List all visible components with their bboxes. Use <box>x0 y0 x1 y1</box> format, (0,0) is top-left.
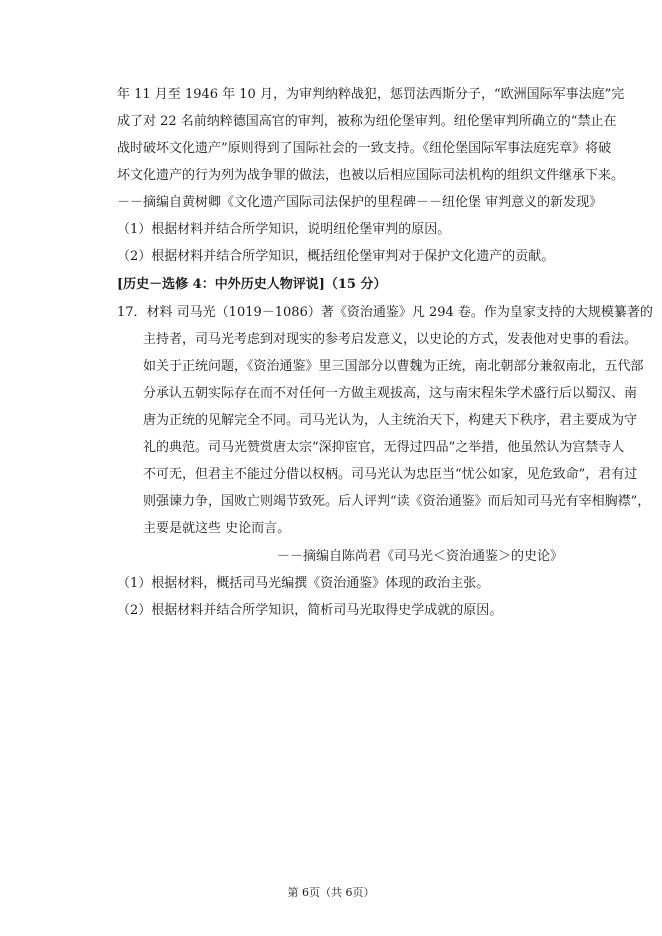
paragraph2-line-8: 则强谏力争，国败亡则竭节致死。后人评判“读《资治通鉴》而后知司马光有宰相胸襟”， <box>143 494 651 509</box>
paragraph2-line-7: 不可无，但君主不能过分借以权柄。司马光认为忠臣当“忧公如家，见危致命”，君有过 <box>143 467 638 482</box>
source-citation-1: －－摘编自黄树卿《文化遗产国际司法保护的里程碑－－纽伦堡 审判意义的新发现》 <box>117 195 603 210</box>
paragraph2-line-1: 17．材料 司马光（1019－1086）著《资治通鉴》凡 294 卷。作为皇家支持的大规模纂著的 <box>117 305 653 320</box>
paragraph2-line-9: 主要是就这些 史论而言。 <box>143 521 291 536</box>
paragraph2-line-2: 主持者，司马光考虑到对现实的参考启发意义，以史论的方式，发表他对史事的看法。 <box>143 332 638 347</box>
paragraph2-line-4: 分承认五朝实际存在而不对任何一方做主观拔高，这与南宋程朱学术盛行后以蜀汉、南 <box>143 386 638 401</box>
paragraph1-line-2: 成了对 22 名前纳粹德国高官的审判，被称为纽伦堡审判。纽伦堡审判所确立的“禁止在 <box>117 114 617 129</box>
paragraph2-line-3: 如关于正统问题，《资治通鉴》里三国部分以曹魏为正统，南北朝部分兼叙南北，五代部 <box>143 359 644 374</box>
paragraph2-line-5: 唐为正统的见解完全不同。司马光认为，人主统治天下，构建天下秩序，君主要成为守 <box>143 413 638 428</box>
question-1-2: （2）根据材料并结合所学知识，概括纽伦堡审判对于保护文化遗产的贡献。 <box>117 249 555 264</box>
question-2-2: （2）根据材料并结合所学知识，简析司马光取得史学成就的原因。 <box>117 603 503 618</box>
question-2-1: （1）根据材料，概括司马光编撰《资治通鉴》体现的政治主张。 <box>117 576 490 591</box>
paragraph1-line-1: 年 11 月至 1946 年 10 月，为审判纳粹战犯，惩罚法西斯分子，“欧洲国际军事法庭”完 <box>117 87 625 102</box>
section-heading: [历史－选修 4：中外历史人物评说]（15 分） <box>117 277 387 292</box>
page-footer: 第 6页（共 6页） <box>287 886 375 899</box>
question-1-1: （1）根据材料并结合所学知识，说明纽伦堡审判的原因。 <box>117 222 451 237</box>
paragraph2-line-6: 礼的典范。司马光赞赏唐太宗“深抑宦官，无得过四品”之举措，他虽然认为宫禁寺人 <box>143 440 625 455</box>
paragraph1-line-3: 战时破坏文化遗产”原则得到了国际社会的一致支持。《纽伦堡国际军事法庭宪章》将破 <box>117 141 612 156</box>
paragraph1-line-4: 坏文化遗产的行为列为战争罪的做法，也被以后相应国际司法机构的组织文件继承下来。 <box>117 168 625 183</box>
source-citation-2: －－摘编自陈尚君《司马光＜资治通鉴＞的史论》 <box>276 549 563 564</box>
